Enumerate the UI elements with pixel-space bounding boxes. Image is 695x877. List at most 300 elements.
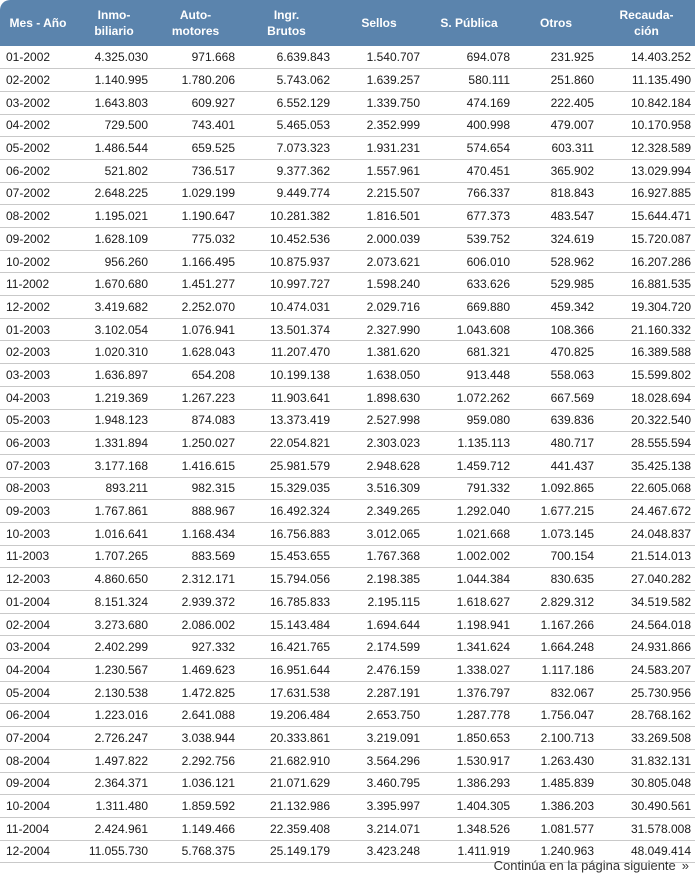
row-value-cell: 1.135.113 — [424, 432, 514, 455]
row-value-cell: 1.664.248 — [514, 636, 598, 659]
table-row — [0, 432, 695, 455]
row-value-cell: 31.832.131 — [598, 749, 695, 772]
row-value-cell: 479.007 — [514, 114, 598, 137]
row-value-cell: 832.067 — [514, 681, 598, 704]
row-value-cell: 1.076.941 — [152, 318, 239, 341]
row-value-cell: 669.880 — [424, 296, 514, 319]
row-date-cell: 01-2002 — [0, 46, 76, 69]
row-value-cell: 9.377.362 — [239, 159, 334, 182]
table-row — [0, 522, 695, 545]
row-value-cell: 2.130.538 — [76, 681, 152, 704]
table-row — [0, 46, 695, 69]
row-value-cell: 3.395.997 — [334, 795, 424, 818]
row-value-cell: 2.292.756 — [152, 749, 239, 772]
row-value-cell: 8.151.324 — [76, 591, 152, 614]
row-value-cell: 1.339.750 — [334, 91, 424, 114]
table-row — [0, 477, 695, 500]
row-value-cell: 10.281.382 — [239, 205, 334, 228]
table-row — [0, 704, 695, 727]
row-value-cell: 16.756.883 — [239, 522, 334, 545]
row-value-cell: 4.325.030 — [76, 46, 152, 69]
row-value-cell: 2.000.039 — [334, 228, 424, 251]
row-value-cell: 2.287.191 — [334, 681, 424, 704]
row-value-cell: 633.626 — [424, 273, 514, 296]
row-value-cell: 677.373 — [424, 205, 514, 228]
row-value-cell: 791.332 — [424, 477, 514, 500]
row-date-cell: 02-2003 — [0, 341, 76, 364]
row-value-cell: 1.044.384 — [424, 568, 514, 591]
row-value-cell: 927.332 — [152, 636, 239, 659]
row-value-cell: 1.486.544 — [76, 137, 152, 160]
row-value-cell: 2.349.265 — [334, 500, 424, 523]
row-value-cell: 2.527.998 — [334, 409, 424, 432]
row-value-cell: 1.451.277 — [152, 273, 239, 296]
row-value-cell: 2.829.312 — [514, 591, 598, 614]
row-value-cell: 13.373.419 — [239, 409, 334, 432]
row-date-cell: 07-2002 — [0, 182, 76, 205]
row-value-cell: 2.653.750 — [334, 704, 424, 727]
table-row — [0, 409, 695, 432]
row-value-cell: 603.311 — [514, 137, 598, 160]
header-mes-anio: Mes - Año — [0, 0, 76, 46]
row-value-cell: 24.583.207 — [598, 659, 695, 682]
row-value-cell: 1.780.206 — [152, 69, 239, 92]
row-value-cell: 1.338.027 — [424, 659, 514, 682]
row-value-cell: 19.206.484 — [239, 704, 334, 727]
row-value-cell: 1.557.961 — [334, 159, 424, 182]
row-value-cell: 1.149.466 — [152, 817, 239, 840]
row-value-cell: 24.467.672 — [598, 500, 695, 523]
row-value-cell: 659.525 — [152, 137, 239, 160]
row-value-cell: 1.190.647 — [152, 205, 239, 228]
header-inmobiliario: Inmo- biliario — [76, 0, 152, 46]
table-row — [0, 613, 695, 636]
row-value-cell: 2.948.628 — [334, 454, 424, 477]
row-value-cell: 21.132.986 — [239, 795, 334, 818]
row-date-cell: 12-2003 — [0, 568, 76, 591]
row-value-cell: 21.160.332 — [598, 318, 695, 341]
row-value-cell: 15.644.471 — [598, 205, 695, 228]
row-value-cell: 15.453.655 — [239, 545, 334, 568]
row-value-cell: 2.939.372 — [152, 591, 239, 614]
row-value-cell: 4.860.650 — [76, 568, 152, 591]
row-value-cell: 1.948.123 — [76, 409, 152, 432]
row-value-cell: 2.476.159 — [334, 659, 424, 682]
row-value-cell: 19.304.720 — [598, 296, 695, 319]
row-value-cell: 10.474.031 — [239, 296, 334, 319]
row-date-cell: 03-2003 — [0, 364, 76, 387]
row-value-cell: 1.767.368 — [334, 545, 424, 568]
row-value-cell: 21.514.013 — [598, 545, 695, 568]
row-value-cell: 3.012.065 — [334, 522, 424, 545]
table-row — [0, 114, 695, 137]
row-value-cell: 1.029.199 — [152, 182, 239, 205]
row-value-cell: 2.641.088 — [152, 704, 239, 727]
row-value-cell: 1.386.293 — [424, 772, 514, 795]
row-value-cell: 1.859.592 — [152, 795, 239, 818]
row-value-cell: 1.694.644 — [334, 613, 424, 636]
row-value-cell: 17.631.538 — [239, 681, 334, 704]
row-value-cell: 2.029.716 — [334, 296, 424, 319]
row-value-cell: 30.805.048 — [598, 772, 695, 795]
row-value-cell: 25.981.579 — [239, 454, 334, 477]
row-value-cell: 883.569 — [152, 545, 239, 568]
row-value-cell: 31.578.008 — [598, 817, 695, 840]
row-date-cell: 04-2004 — [0, 659, 76, 682]
row-value-cell: 1.002.002 — [424, 545, 514, 568]
row-value-cell: 1.117.186 — [514, 659, 598, 682]
row-value-cell: 956.260 — [76, 250, 152, 273]
row-value-cell: 2.726.247 — [76, 727, 152, 750]
row-value-cell: 1.263.430 — [514, 749, 598, 772]
row-value-cell: 3.273.680 — [76, 613, 152, 636]
row-value-cell: 1.341.624 — [424, 636, 514, 659]
table-row — [0, 228, 695, 251]
table-row — [0, 205, 695, 228]
row-value-cell: 1.198.941 — [424, 613, 514, 636]
row-value-cell: 15.599.802 — [598, 364, 695, 387]
row-value-cell: 3.423.248 — [334, 840, 424, 863]
row-value-cell: 766.337 — [424, 182, 514, 205]
row-value-cell: 1.311.480 — [76, 795, 152, 818]
row-value-cell: 1.223.016 — [76, 704, 152, 727]
row-date-cell: 03-2004 — [0, 636, 76, 659]
row-value-cell: 681.321 — [424, 341, 514, 364]
row-value-cell: 528.962 — [514, 250, 598, 273]
row-value-cell: 1.767.861 — [76, 500, 152, 523]
row-value-cell: 1.618.627 — [424, 591, 514, 614]
row-value-cell: 3.419.682 — [76, 296, 152, 319]
row-value-cell: 1.416.615 — [152, 454, 239, 477]
row-value-cell: 1.043.608 — [424, 318, 514, 341]
table-row — [0, 795, 695, 818]
row-value-cell: 12.328.589 — [598, 137, 695, 160]
row-value-cell: 251.860 — [514, 69, 598, 92]
row-value-cell: 16.207.286 — [598, 250, 695, 273]
row-value-cell: 16.785.833 — [239, 591, 334, 614]
table-row — [0, 364, 695, 387]
row-value-cell: 2.424.961 — [76, 817, 152, 840]
row-value-cell: 1.168.434 — [152, 522, 239, 545]
row-value-cell: 16.951.644 — [239, 659, 334, 682]
row-value-cell: 1.167.266 — [514, 613, 598, 636]
row-value-cell: 48.049.414 — [598, 840, 695, 863]
row-date-cell: 12-2004 — [0, 840, 76, 863]
row-value-cell: 1.073.145 — [514, 522, 598, 545]
row-value-cell: 2.100.713 — [514, 727, 598, 750]
row-value-cell: 1.195.021 — [76, 205, 152, 228]
row-value-cell: 743.401 — [152, 114, 239, 137]
row-value-cell: 3.516.309 — [334, 477, 424, 500]
row-value-cell: 2.174.599 — [334, 636, 424, 659]
row-value-cell: 959.080 — [424, 409, 514, 432]
table-row — [0, 568, 695, 591]
row-date-cell: 10-2002 — [0, 250, 76, 273]
row-value-cell: 14.403.252 — [598, 46, 695, 69]
row-value-cell: 33.269.508 — [598, 727, 695, 750]
row-date-cell: 04-2003 — [0, 386, 76, 409]
row-value-cell: 1.166.495 — [152, 250, 239, 273]
row-value-cell: 1.230.567 — [76, 659, 152, 682]
row-value-cell: 1.636.897 — [76, 364, 152, 387]
table-row — [0, 591, 695, 614]
row-value-cell: 1.381.620 — [334, 341, 424, 364]
row-value-cell: 15.720.087 — [598, 228, 695, 251]
row-value-cell: 2.198.385 — [334, 568, 424, 591]
row-value-cell: 1.931.231 — [334, 137, 424, 160]
row-value-cell: 2.252.070 — [152, 296, 239, 319]
row-value-cell: 1.707.265 — [76, 545, 152, 568]
row-value-cell: 7.073.323 — [239, 137, 334, 160]
table-row — [0, 454, 695, 477]
row-date-cell: 09-2002 — [0, 228, 76, 251]
row-value-cell: 1.530.917 — [424, 749, 514, 772]
row-date-cell: 05-2003 — [0, 409, 76, 432]
row-value-cell: 2.215.507 — [334, 182, 424, 205]
table-row — [0, 250, 695, 273]
row-value-cell: 913.448 — [424, 364, 514, 387]
table-row — [0, 182, 695, 205]
row-value-cell: 1.756.047 — [514, 704, 598, 727]
table-row — [0, 681, 695, 704]
row-value-cell: 2.648.225 — [76, 182, 152, 205]
row-value-cell: 108.366 — [514, 318, 598, 341]
row-value-cell: 1.072.262 — [424, 386, 514, 409]
table-row — [0, 636, 695, 659]
row-value-cell: 874.083 — [152, 409, 239, 432]
row-value-cell: 24.564.018 — [598, 613, 695, 636]
header-recaudacion: Recauda- ción — [598, 0, 695, 46]
row-date-cell: 09-2003 — [0, 500, 76, 523]
table-row — [0, 91, 695, 114]
row-date-cell: 09-2004 — [0, 772, 76, 795]
row-value-cell: 3.564.296 — [334, 749, 424, 772]
row-value-cell: 3.102.054 — [76, 318, 152, 341]
row-value-cell: 35.425.138 — [598, 454, 695, 477]
row-value-cell: 18.028.694 — [598, 386, 695, 409]
row-value-cell: 1.016.641 — [76, 522, 152, 545]
row-value-cell: 16.421.765 — [239, 636, 334, 659]
row-value-cell: 1.331.894 — [76, 432, 152, 455]
table-row — [0, 749, 695, 772]
row-value-cell: 609.927 — [152, 91, 239, 114]
table-header — [0, 0, 695, 46]
row-value-cell: 13.029.994 — [598, 159, 695, 182]
row-value-cell: 1.250.027 — [152, 432, 239, 455]
row-value-cell: 3.219.091 — [334, 727, 424, 750]
row-value-cell: 1.081.577 — [514, 817, 598, 840]
row-value-cell: 1.628.109 — [76, 228, 152, 251]
row-value-cell: 5.743.062 — [239, 69, 334, 92]
row-value-cell: 459.342 — [514, 296, 598, 319]
row-value-cell: 22.605.068 — [598, 477, 695, 500]
row-date-cell: 05-2004 — [0, 681, 76, 704]
row-value-cell: 11.135.490 — [598, 69, 695, 92]
row-value-cell: 521.802 — [76, 159, 152, 182]
continuation-note — [494, 858, 689, 873]
row-value-cell: 558.063 — [514, 364, 598, 387]
row-value-cell: 15.143.484 — [239, 613, 334, 636]
row-value-cell: 365.902 — [514, 159, 598, 182]
row-value-cell: 729.500 — [76, 114, 152, 137]
row-value-cell: 2.327.990 — [334, 318, 424, 341]
row-value-cell: 231.925 — [514, 46, 598, 69]
row-value-cell: 30.490.561 — [598, 795, 695, 818]
row-value-cell: 818.843 — [514, 182, 598, 205]
row-date-cell: 06-2003 — [0, 432, 76, 455]
row-value-cell: 6.552.129 — [239, 91, 334, 114]
table-row — [0, 318, 695, 341]
row-value-cell: 1.469.623 — [152, 659, 239, 682]
row-value-cell: 10.199.138 — [239, 364, 334, 387]
row-date-cell: 08-2003 — [0, 477, 76, 500]
row-value-cell: 539.752 — [424, 228, 514, 251]
row-value-cell: 1.348.526 — [424, 817, 514, 840]
row-value-cell: 28.555.594 — [598, 432, 695, 455]
row-value-cell: 22.054.821 — [239, 432, 334, 455]
row-date-cell: 10-2004 — [0, 795, 76, 818]
row-value-cell: 1.628.043 — [152, 341, 239, 364]
table-row — [0, 772, 695, 795]
row-value-cell: 3.177.168 — [76, 454, 152, 477]
row-date-cell: 11-2004 — [0, 817, 76, 840]
row-value-cell: 1.638.050 — [334, 364, 424, 387]
table-row — [0, 69, 695, 92]
row-value-cell: 888.967 — [152, 500, 239, 523]
row-value-cell: 1.472.825 — [152, 681, 239, 704]
row-value-cell: 1.639.257 — [334, 69, 424, 92]
table-row — [0, 273, 695, 296]
row-date-cell: 08-2002 — [0, 205, 76, 228]
row-date-cell: 01-2004 — [0, 591, 76, 614]
row-value-cell: 400.998 — [424, 114, 514, 137]
row-date-cell: 11-2003 — [0, 545, 76, 568]
row-date-cell: 04-2002 — [0, 114, 76, 137]
row-value-cell: 1.267.223 — [152, 386, 239, 409]
row-value-cell: 34.519.582 — [598, 591, 695, 614]
row-value-cell: 1.287.778 — [424, 704, 514, 727]
table-row — [0, 500, 695, 523]
row-value-cell: 5.768.375 — [152, 840, 239, 863]
row-value-cell: 13.501.374 — [239, 318, 334, 341]
row-value-cell: 1.020.310 — [76, 341, 152, 364]
row-date-cell: 10-2003 — [0, 522, 76, 545]
row-value-cell: 3.038.944 — [152, 727, 239, 750]
row-value-cell: 1.240.963 — [514, 840, 598, 863]
row-value-cell: 15.329.035 — [239, 477, 334, 500]
header-automotores: Auto- motores — [152, 0, 239, 46]
row-date-cell: 12-2002 — [0, 296, 76, 319]
row-value-cell: 971.668 — [152, 46, 239, 69]
row-value-cell: 1.643.803 — [76, 91, 152, 114]
header-otros: Otros — [514, 0, 598, 46]
table-row — [0, 137, 695, 160]
row-value-cell: 20.333.861 — [239, 727, 334, 750]
row-value-cell: 10.875.937 — [239, 250, 334, 273]
table-row — [0, 727, 695, 750]
row-value-cell: 1.036.121 — [152, 772, 239, 795]
row-value-cell: 25.730.956 — [598, 681, 695, 704]
row-value-cell: 15.794.056 — [239, 568, 334, 591]
row-value-cell: 16.492.324 — [239, 500, 334, 523]
row-value-cell: 1.404.305 — [424, 795, 514, 818]
row-value-cell: 10.997.727 — [239, 273, 334, 296]
row-date-cell: 11-2002 — [0, 273, 76, 296]
row-date-cell: 05-2002 — [0, 137, 76, 160]
row-value-cell: 28.768.162 — [598, 704, 695, 727]
row-value-cell: 20.322.540 — [598, 409, 695, 432]
table-row — [0, 386, 695, 409]
table-row — [0, 296, 695, 319]
row-value-cell: 700.154 — [514, 545, 598, 568]
double-chevron-right-icon: » — [681, 858, 689, 873]
row-value-cell: 21.682.910 — [239, 749, 334, 772]
row-value-cell: 480.717 — [514, 432, 598, 455]
row-value-cell: 441.437 — [514, 454, 598, 477]
row-date-cell: 07-2003 — [0, 454, 76, 477]
row-value-cell: 893.211 — [76, 477, 152, 500]
row-value-cell: 3.460.795 — [334, 772, 424, 795]
row-value-cell: 2.312.171 — [152, 568, 239, 591]
row-value-cell: 639.836 — [514, 409, 598, 432]
row-value-cell: 2.073.621 — [334, 250, 424, 273]
row-value-cell: 16.881.535 — [598, 273, 695, 296]
table-row — [0, 159, 695, 182]
row-value-cell: 982.315 — [152, 477, 239, 500]
row-value-cell: 1.376.797 — [424, 681, 514, 704]
row-date-cell: 06-2002 — [0, 159, 76, 182]
row-value-cell: 10.452.536 — [239, 228, 334, 251]
row-value-cell: 2.086.002 — [152, 613, 239, 636]
row-value-cell: 22.359.408 — [239, 817, 334, 840]
row-value-cell: 1.219.369 — [76, 386, 152, 409]
row-value-cell: 1.670.680 — [76, 273, 152, 296]
row-value-cell: 222.405 — [514, 91, 598, 114]
row-value-cell: 27.040.282 — [598, 568, 695, 591]
row-date-cell: 07-2004 — [0, 727, 76, 750]
row-value-cell: 2.352.999 — [334, 114, 424, 137]
row-value-cell: 11.055.730 — [76, 840, 152, 863]
row-value-cell: 775.032 — [152, 228, 239, 251]
row-value-cell: 11.207.470 — [239, 341, 334, 364]
table-row — [0, 817, 695, 840]
row-date-cell: 06-2004 — [0, 704, 76, 727]
row-value-cell: 580.111 — [424, 69, 514, 92]
row-value-cell: 1.850.653 — [424, 727, 514, 750]
table-row — [0, 545, 695, 568]
row-value-cell: 2.195.115 — [334, 591, 424, 614]
row-value-cell: 1.485.839 — [514, 772, 598, 795]
row-value-cell: 1.540.707 — [334, 46, 424, 69]
row-date-cell: 01-2003 — [0, 318, 76, 341]
row-value-cell: 16.389.588 — [598, 341, 695, 364]
row-value-cell: 694.078 — [424, 46, 514, 69]
row-value-cell: 10.170.958 — [598, 114, 695, 137]
row-date-cell: 03-2002 — [0, 91, 76, 114]
table-row — [0, 341, 695, 364]
row-value-cell: 470.451 — [424, 159, 514, 182]
row-value-cell: 483.547 — [514, 205, 598, 228]
row-value-cell: 21.071.629 — [239, 772, 334, 795]
row-value-cell: 24.048.837 — [598, 522, 695, 545]
header-sellos: Sellos — [334, 0, 424, 46]
row-value-cell: 1.092.865 — [514, 477, 598, 500]
row-value-cell: 11.903.641 — [239, 386, 334, 409]
row-value-cell: 830.635 — [514, 568, 598, 591]
row-value-cell: 1.459.712 — [424, 454, 514, 477]
header-ingresos-brutos: Ingr. Brutos — [239, 0, 334, 46]
row-value-cell: 1.386.203 — [514, 795, 598, 818]
